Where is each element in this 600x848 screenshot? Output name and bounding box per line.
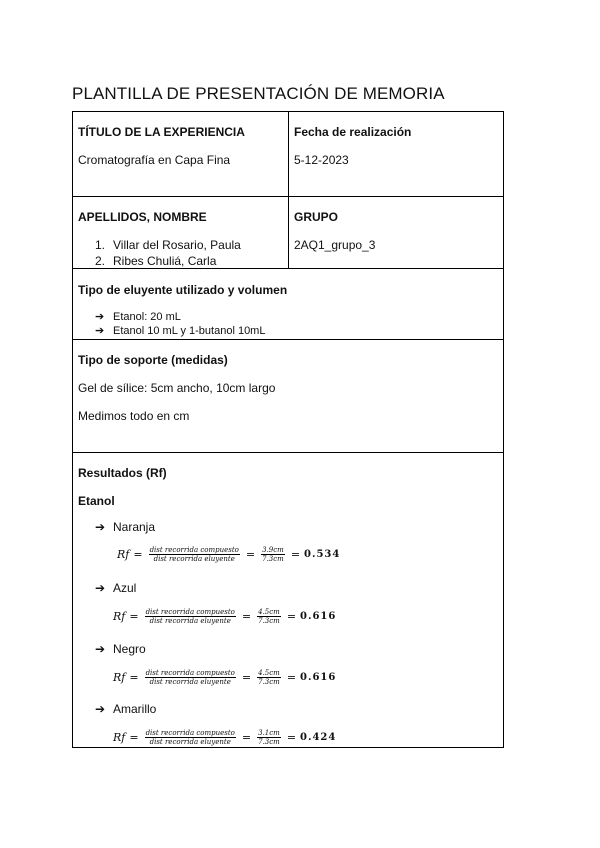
list-marker: 1.	[95, 238, 106, 252]
list-marker: 2.	[95, 254, 106, 268]
result-color-label: Azul	[113, 581, 137, 595]
value-fraction: $\frac{4.5cm}{7.3cm}$	[258, 669, 280, 686]
list-item	[95, 310, 181, 323]
result-color-item	[95, 702, 156, 716]
value-fraction: $\frac{3.1cm}{7.3cm}$	[258, 729, 280, 746]
column-divider	[288, 112, 289, 268]
list-item	[95, 324, 265, 337]
grupo-header: GRUPO	[294, 210, 339, 224]
list-item-text: Etanol: 20 mL	[113, 311, 181, 323]
row-divider	[73, 339, 503, 340]
result-color-label: Amarillo	[113, 702, 157, 716]
rf-formula: Rf = $\frac{\text{dist recorrida compuesto}}{\text{dist recorrida eluyente}}$ = $\frac{3.9cm}{7.3cm}$ = 0.534	[117, 546, 341, 563]
resultados-subheader: Etanol	[78, 494, 115, 508]
arrow-right-icon: ➔	[95, 520, 106, 534]
formula-fraction: $\frac{\text{dist recorrida compuesto}}{\text{dist recorrida eluyente}}$	[149, 546, 239, 563]
resultados-header: Resultados (Rf)	[78, 466, 167, 480]
result-color-label: Negro	[113, 642, 146, 656]
result-color-item	[95, 642, 146, 656]
soporte-line: Gel de sílice: 5cm ancho, 10cm largo	[78, 381, 276, 395]
rf-formula: Rf = $\frac{\text{dist recorrida compuesto}}{\text{dist recorrida eluyente}}$ = $\frac{4.5cm}{7.3cm}$ = 0.616	[113, 608, 337, 625]
row-divider	[73, 452, 503, 453]
formula-fraction: $\frac{\text{dist recorrida compuesto}}{\text{dist recorrida eluyente}}$	[145, 729, 235, 746]
eluyente-header: Tipo de eluyente utilizado y volumen	[78, 283, 288, 297]
soporte-line: Medimos todo en cm	[78, 409, 190, 423]
experiencia-header: TÍTULO DE LA EXPERIENCIA	[78, 125, 245, 139]
experiencia-value: Cromatografía en Capa Fina	[78, 153, 231, 167]
page-title: PLANTILLA DE PRESENTACIÓN DE MEMORIA	[72, 84, 445, 103]
list-item-text: Etanol 10 mL y 1-butanol 10mL	[113, 325, 266, 337]
arrow-right-icon: ➔	[95, 581, 106, 595]
list-item	[95, 238, 241, 252]
formula-label: Rf	[113, 671, 126, 684]
arrow-right-icon: ➔	[95, 311, 105, 323]
fecha-value: 5-12-2023	[294, 153, 349, 167]
value-fraction: $\frac{4.5cm}{7.3cm}$	[258, 608, 280, 625]
apellidos-header: APELLIDOS, NOMBRE	[78, 210, 207, 224]
formula-fraction: $\frac{\text{dist recorrida compuesto}}{\text{dist recorrida eluyente}}$	[145, 669, 235, 686]
result-color-label: Naranja	[113, 520, 156, 534]
arrow-right-icon: ➔	[95, 642, 106, 656]
rf-result: 0.616	[300, 672, 337, 683]
list-item	[95, 254, 216, 268]
result-color-item	[95, 520, 155, 534]
memoria-table	[72, 111, 504, 748]
grupo-value: 2AQ1_grupo_3	[294, 238, 376, 252]
rf-result: 0.534	[304, 549, 341, 560]
result-color-item	[95, 581, 136, 595]
list-item-text: Ribes Chuliá, Carla	[113, 254, 217, 268]
formula-label: Rf	[113, 731, 126, 744]
arrow-right-icon: ➔	[95, 702, 106, 716]
arrow-right-icon: ➔	[95, 325, 105, 337]
rf-result: 0.424	[300, 732, 337, 743]
fecha-header: Fecha de realización	[294, 125, 412, 139]
formula-label: Rf	[117, 548, 130, 561]
rf-result: 0.616	[300, 611, 337, 622]
formula-label: Rf	[113, 610, 126, 623]
value-fraction: $\frac{3.9cm}{7.3cm}$	[262, 546, 284, 563]
soporte-header: Tipo de soporte (medidas)	[78, 353, 228, 367]
row-divider	[73, 268, 503, 269]
formula-fraction: $\frac{\text{dist recorrida compuesto}}{\text{dist recorrida eluyente}}$	[145, 608, 235, 625]
rf-formula: Rf = $\frac{\text{dist recorrida compuesto}}{\text{dist recorrida eluyente}}$ = $\frac{4.5cm}{7.3cm}$ = 0.616	[113, 669, 337, 686]
list-item-text: Villar del Rosario, Paula	[113, 238, 241, 252]
rf-formula: Rf = $\frac{\text{dist recorrida compuesto}}{\text{dist recorrida eluyente}}$ = $\frac{3.1cm}{7.3cm}$ = 0.424	[113, 729, 337, 746]
